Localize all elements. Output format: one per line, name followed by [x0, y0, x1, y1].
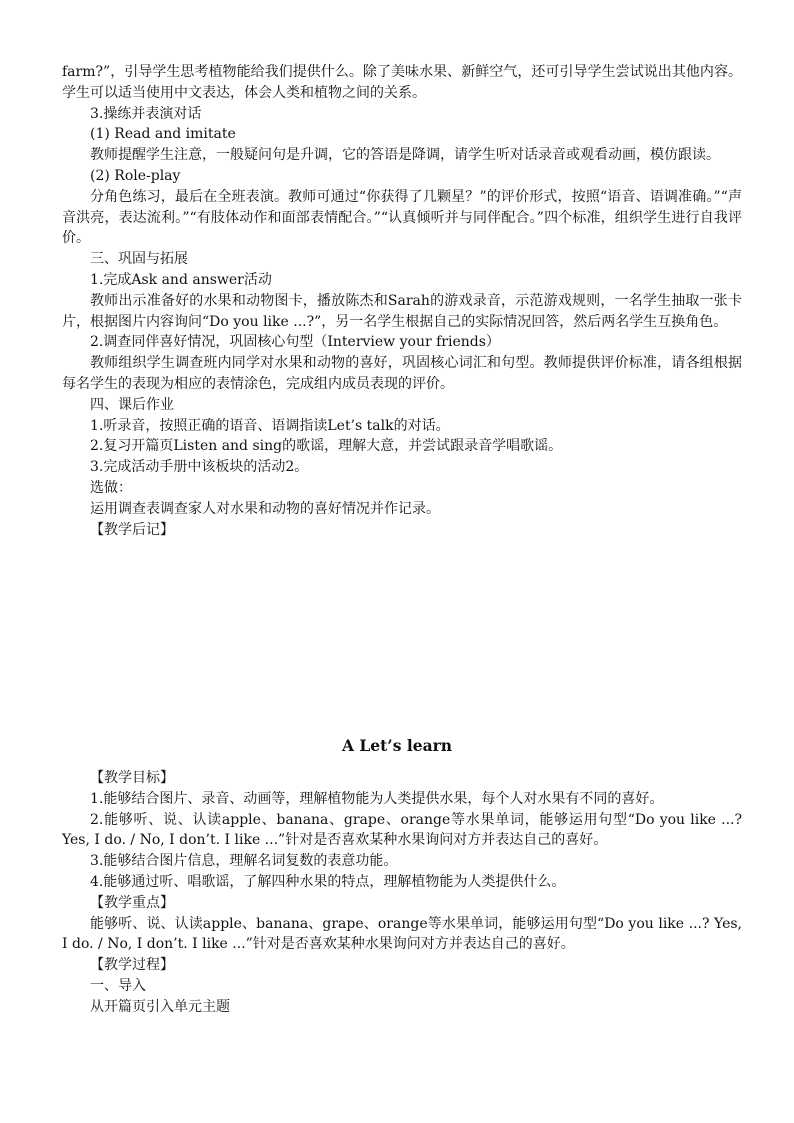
paragraph: 能够听、说、认读apple、banana、grape、orange等水果单词，能够运用句型“Do you like ...? Yes, I do. / No, I don’t. I like ...”针对是否喜欢某种水果询问对方并表达自己的喜好。 [62, 915, 742, 953]
paragraph: 教师提醒学生注意，一般疑问句是升调，它的答语是降调，请学生听对话录音或观看动画，模仿跟读。 [90, 147, 720, 164]
step-heading: 1.完成Ask and answer活动 [90, 271, 272, 288]
section-lets-learn [62, 768, 742, 1018]
objective-item: 1.能够结合图片、录音、动画等，理解植物能为人类提供水果，每个人对水果有不同的喜好。 [90, 790, 664, 807]
objective-item: 3.能够结合图片信息，理解名词复数的表意功能。 [90, 853, 398, 870]
step-heading: 2.调查同伴喜好情况，巩固核心句型（Interview your friends） [90, 334, 500, 351]
optional-label: 选做： [90, 479, 132, 496]
paragraph: farm?”，引导学生思考植物能给我们提供什么。除了美味水果、新鲜空气，还可引导学生尝试说出其他内容。学生可以适当使用中文表达，体会人类和植物之间的关系。 [62, 64, 742, 101]
paragraph: 教师出示准备好的水果和动物图卡，播放陈杰和Sarah的游戏录音，示范游戏规则，一名学生抽取一张卡片，根据图片内容询问“Do you like ...?”，另一名学生根据自己的实际情况回答，然后两名学生互换角色。 [62, 292, 742, 330]
section-heading: 四、课后作业 [90, 396, 174, 413]
homework-item: 2.复习开篇页Listen and sing的歌谣，理解大意，并尝试跟录音学唱歌谣。 [90, 438, 563, 455]
paragraph: 教师组织学生调查班内同学对水果和动物的喜好，巩固核心词汇和句型。教师提供评价标准，请各组根据每名学生的表现为相应的表情涂色，完成组内成员表现的评价。 [62, 355, 742, 392]
paragraph: 从开篇页引入单元主题 [90, 998, 230, 1015]
teaching-notes-heading: 【教学后记】 [90, 521, 174, 538]
sub-heading: (2) Role-play [90, 167, 181, 184]
paragraph: 分角色练习，最后在全班表演。教师可通过“你获得了几颗星？”的评价形式，按照“语音、语调准确。”“声音洪亮，表达流利。”“有肢体动作和面部表情配合。”“认真倾听并与同伴配合。”四个标准，组织学生进行自我评价。 [62, 188, 742, 247]
objective-item: 4.能够通过听、唱歌谣，了解四种水果的特点，理解植物能为人类提供什么。 [90, 873, 566, 890]
step-heading: 一、导入 [90, 977, 146, 994]
sub-heading: (1) Read and imitate [90, 126, 236, 143]
homework-item: 3.完成活动手册中该板块的活动2。 [90, 459, 309, 476]
section-lesson-plan-continued [62, 62, 742, 540]
section-heading: 【教学目标】 [90, 770, 174, 786]
section-heading: 【教学重点】 [90, 894, 174, 911]
homework-item: 1.听录音，按照正确的语音、语调指读Let’s talk的对话。 [90, 417, 450, 434]
section-heading: 三、巩固与拓展 [90, 251, 188, 268]
objective-item: 2.能够听、说、认读apple、banana、grape、orange等水果单词，能够运用句型“Do you like ...? Yes, I do. / No, I don’t. I like ...”针对是否喜欢某种水果询问对方并表达自己的喜好。 [62, 811, 742, 849]
section-heading: 【教学过程】 [90, 957, 174, 974]
lesson-title: A Let’s learn [341, 736, 453, 755]
step-heading: 3.操练并表演对话 [90, 105, 202, 122]
homework-item: 运用调查表调查家人对水果和动物的喜好情况并作记录。 [90, 500, 440, 517]
